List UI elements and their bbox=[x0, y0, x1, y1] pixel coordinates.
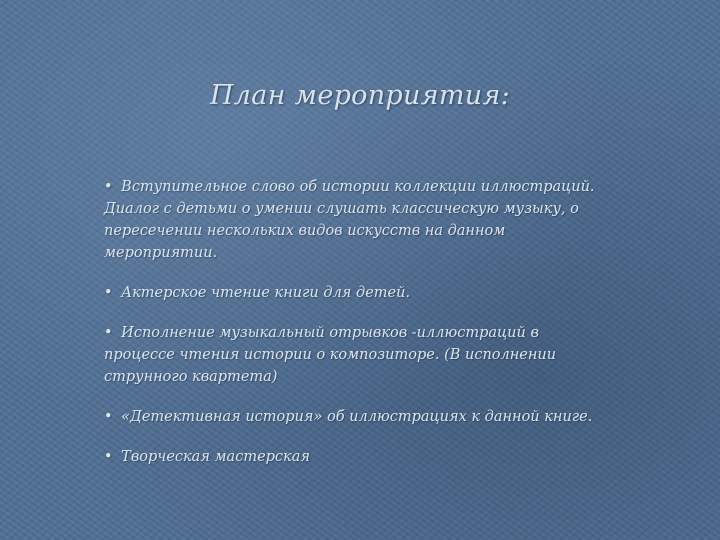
bullet-list bbox=[104, 176, 609, 486]
bullet-text: Вступительное слово об истории коллекции иллюстраций. Диалог с детьми о умении слушать классическую музыку, о пересечении нескольких видов искусств на данном мероприятии. bbox=[104, 179, 595, 261]
bullet-item bbox=[104, 446, 609, 468]
bullet-marker: • bbox=[104, 325, 113, 341]
bullet-item bbox=[104, 406, 609, 428]
bullet-marker: • bbox=[104, 409, 113, 425]
bullet-item bbox=[104, 282, 609, 304]
bullet-text: Исполнение музыкальный отрывков -иллюстраций в процессе чтения истории о композиторе. (В исполнении струнного квартета) bbox=[104, 325, 557, 385]
bullet-text: «Детективная история» об иллюстрациях к данной книге. bbox=[121, 409, 593, 425]
bullet-text: Актерское чтение книги для детей. bbox=[121, 285, 411, 301]
bullet-marker: • bbox=[104, 449, 113, 465]
bullet-item bbox=[104, 322, 609, 388]
bullet-text: Творческая мастерская bbox=[121, 449, 310, 465]
bullet-item bbox=[104, 176, 609, 264]
bullet-marker: • bbox=[104, 179, 113, 195]
slide-title: План мероприятия: bbox=[209, 80, 511, 111]
bullet-marker: • bbox=[104, 285, 113, 301]
